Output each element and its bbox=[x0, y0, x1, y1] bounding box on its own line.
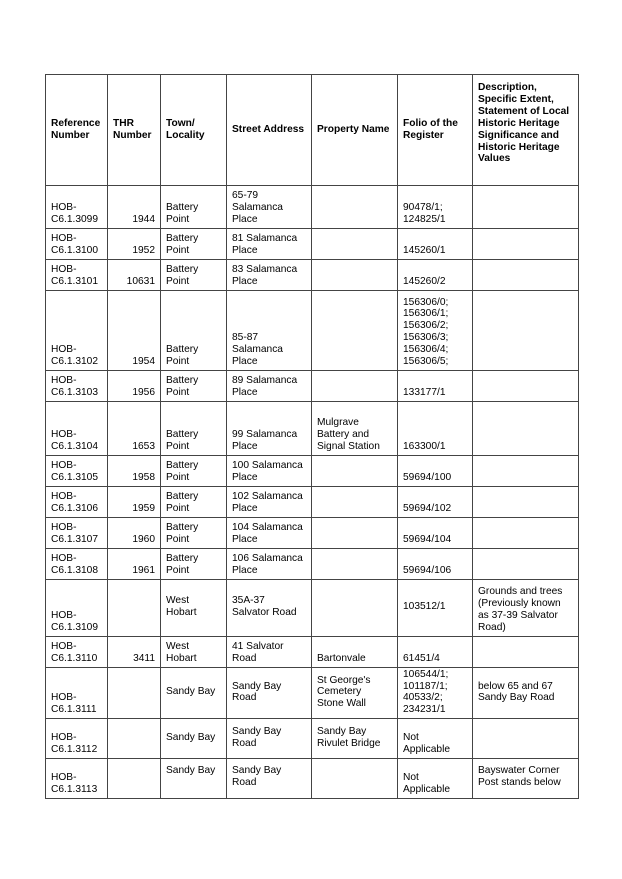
property-cell: Bartonvale bbox=[312, 636, 398, 667]
town-cell: Battery Point bbox=[161, 291, 227, 371]
header-row bbox=[46, 75, 579, 186]
description-cell bbox=[473, 229, 579, 260]
property-cell: Sandy Bay Rivulet Bridge bbox=[312, 719, 398, 759]
street-cell: Sandy Bay Road bbox=[227, 719, 312, 759]
thr-cell bbox=[108, 580, 161, 637]
property-cell: Mulgrave Battery and Signal Station bbox=[312, 402, 398, 456]
thr-cell: 1944 bbox=[108, 186, 161, 229]
description-cell bbox=[473, 636, 579, 667]
header-thr-number: THR Number bbox=[108, 75, 161, 186]
table-row bbox=[46, 580, 579, 637]
reference-cell: HOB- C6.1.3103 bbox=[46, 371, 108, 402]
header-folio: Folio of the Register bbox=[398, 75, 473, 186]
table-row bbox=[46, 371, 579, 402]
property-cell bbox=[312, 291, 398, 371]
folio-cell: 59694/106 bbox=[398, 549, 473, 580]
street-cell: Sandy Bay Road bbox=[227, 759, 312, 799]
street-cell: 106 Salamanca Place bbox=[227, 549, 312, 580]
table-row bbox=[46, 667, 579, 719]
town-cell: Sandy Bay bbox=[161, 667, 227, 719]
thr-cell: 1961 bbox=[108, 549, 161, 580]
thr-cell: 1956 bbox=[108, 371, 161, 402]
folio-cell: 145260/2 bbox=[398, 260, 473, 291]
description-cell bbox=[473, 291, 579, 371]
folio-cell: 90478/1; 124825/1 bbox=[398, 186, 473, 229]
reference-cell: HOB- C6.1.3104 bbox=[46, 402, 108, 456]
thr-cell: 1959 bbox=[108, 487, 161, 518]
thr-cell: 1954 bbox=[108, 291, 161, 371]
street-cell: 65-79 Salamanca Place bbox=[227, 186, 312, 229]
street-cell: 104 Salamanca Place bbox=[227, 518, 312, 549]
description-cell bbox=[473, 456, 579, 487]
thr-cell: 1653 bbox=[108, 402, 161, 456]
reference-cell: HOB- C6.1.3111 bbox=[46, 667, 108, 719]
property-cell bbox=[312, 229, 398, 260]
description-cell: Bayswater Corner Post stands below bbox=[473, 759, 579, 799]
table-row bbox=[46, 260, 579, 291]
description-cell bbox=[473, 549, 579, 580]
town-cell: Sandy Bay bbox=[161, 759, 227, 799]
header-description: Description, Specific Extent, Statement of Local Historic Heritage Significance and Historic Heritage Values bbox=[473, 75, 579, 186]
town-cell: Battery Point bbox=[161, 371, 227, 402]
property-cell: St George's Cemetery Stone Wall bbox=[312, 667, 398, 719]
table-row bbox=[46, 518, 579, 549]
thr-cell: 10631 bbox=[108, 260, 161, 291]
header-town-locality: Town/ Locality bbox=[161, 75, 227, 186]
folio-cell: 61451/4 bbox=[398, 636, 473, 667]
town-cell: Battery Point bbox=[161, 402, 227, 456]
table-row bbox=[46, 402, 579, 456]
thr-cell bbox=[108, 667, 161, 719]
reference-cell: HOB- C6.1.3100 bbox=[46, 229, 108, 260]
thr-cell: 1952 bbox=[108, 229, 161, 260]
folio-cell: 156306/0; 156306/1; 156306/2; 156306/3; 156306/4; 156306/5; bbox=[398, 291, 473, 371]
reference-cell: HOB- C6.1.3110 bbox=[46, 636, 108, 667]
folio-cell: 59694/100 bbox=[398, 456, 473, 487]
table-row bbox=[46, 636, 579, 667]
folio-cell: 133177/1 bbox=[398, 371, 473, 402]
folio-cell: 59694/102 bbox=[398, 487, 473, 518]
property-cell bbox=[312, 549, 398, 580]
street-cell: 81 Salamanca Place bbox=[227, 229, 312, 260]
table-row bbox=[46, 291, 579, 371]
street-cell: 100 Salamanca Place bbox=[227, 456, 312, 487]
header-property-name: Property Name bbox=[312, 75, 398, 186]
street-cell: 89 Salamanca Place bbox=[227, 371, 312, 402]
street-cell: 35A-37 Salvator Road bbox=[227, 580, 312, 637]
table-body bbox=[46, 186, 579, 799]
header-street-address: Street Address bbox=[227, 75, 312, 186]
folio-cell: 59694/104 bbox=[398, 518, 473, 549]
reference-cell: HOB- C6.1.3108 bbox=[46, 549, 108, 580]
street-cell: 85-87 Salamanca Place bbox=[227, 291, 312, 371]
header-reference-number: Reference Number bbox=[46, 75, 108, 186]
folio-cell: Not Applicable bbox=[398, 759, 473, 799]
heritage-register-table bbox=[45, 74, 579, 799]
description-cell: below 65 and 67 Sandy Bay Road bbox=[473, 667, 579, 719]
reference-cell: HOB- C6.1.3099 bbox=[46, 186, 108, 229]
property-cell bbox=[312, 186, 398, 229]
property-cell bbox=[312, 580, 398, 637]
street-cell: 83 Salamanca Place bbox=[227, 260, 312, 291]
table-row bbox=[46, 456, 579, 487]
town-cell: Battery Point bbox=[161, 549, 227, 580]
description-cell bbox=[473, 518, 579, 549]
town-cell: Battery Point bbox=[161, 186, 227, 229]
thr-cell: 3411 bbox=[108, 636, 161, 667]
description-cell bbox=[473, 186, 579, 229]
reference-cell: HOB- C6.1.3101 bbox=[46, 260, 108, 291]
property-cell bbox=[312, 487, 398, 518]
town-cell: Battery Point bbox=[161, 456, 227, 487]
description-cell: Grounds and trees (Previously known as 37-39 Salvator Road) bbox=[473, 580, 579, 637]
thr-cell: 1958 bbox=[108, 456, 161, 487]
town-cell: Battery Point bbox=[161, 487, 227, 518]
description-cell bbox=[473, 402, 579, 456]
town-cell: Battery Point bbox=[161, 518, 227, 549]
reference-cell: HOB- C6.1.3105 bbox=[46, 456, 108, 487]
table-row bbox=[46, 229, 579, 260]
reference-cell: HOB- C6.1.3107 bbox=[46, 518, 108, 549]
town-cell: West Hobart bbox=[161, 580, 227, 637]
reference-cell: HOB- C6.1.3102 bbox=[46, 291, 108, 371]
town-cell: Battery Point bbox=[161, 229, 227, 260]
town-cell: Battery Point bbox=[161, 260, 227, 291]
reference-cell: HOB- C6.1.3109 bbox=[46, 580, 108, 637]
reference-cell: HOB- C6.1.3112 bbox=[46, 719, 108, 759]
thr-cell bbox=[108, 719, 161, 759]
property-cell bbox=[312, 759, 398, 799]
folio-cell: 163300/1 bbox=[398, 402, 473, 456]
town-cell: Sandy Bay bbox=[161, 719, 227, 759]
property-cell bbox=[312, 371, 398, 402]
street-cell: 99 Salamanca Place bbox=[227, 402, 312, 456]
table-header bbox=[46, 75, 579, 186]
description-cell bbox=[473, 719, 579, 759]
street-cell: Sandy Bay Road bbox=[227, 667, 312, 719]
folio-cell: 106544/1; 101187/1; 40533/2; 234231/1 bbox=[398, 667, 473, 719]
table-row bbox=[46, 759, 579, 799]
table-row bbox=[46, 186, 579, 229]
property-cell bbox=[312, 518, 398, 549]
table-row bbox=[46, 487, 579, 518]
folio-cell: 103512/1 bbox=[398, 580, 473, 637]
street-cell: 41 Salvator Road bbox=[227, 636, 312, 667]
thr-cell: 1960 bbox=[108, 518, 161, 549]
folio-cell: 145260/1 bbox=[398, 229, 473, 260]
reference-cell: HOB- C6.1.3106 bbox=[46, 487, 108, 518]
description-cell bbox=[473, 371, 579, 402]
thr-cell bbox=[108, 759, 161, 799]
description-cell bbox=[473, 260, 579, 291]
table-row bbox=[46, 719, 579, 759]
reference-cell: HOB- C6.1.3113 bbox=[46, 759, 108, 799]
description-cell bbox=[473, 487, 579, 518]
property-cell bbox=[312, 456, 398, 487]
table-row bbox=[46, 549, 579, 580]
folio-cell: Not Applicable bbox=[398, 719, 473, 759]
street-cell: 102 Salamanca Place bbox=[227, 487, 312, 518]
property-cell bbox=[312, 260, 398, 291]
town-cell: West Hobart bbox=[161, 636, 227, 667]
